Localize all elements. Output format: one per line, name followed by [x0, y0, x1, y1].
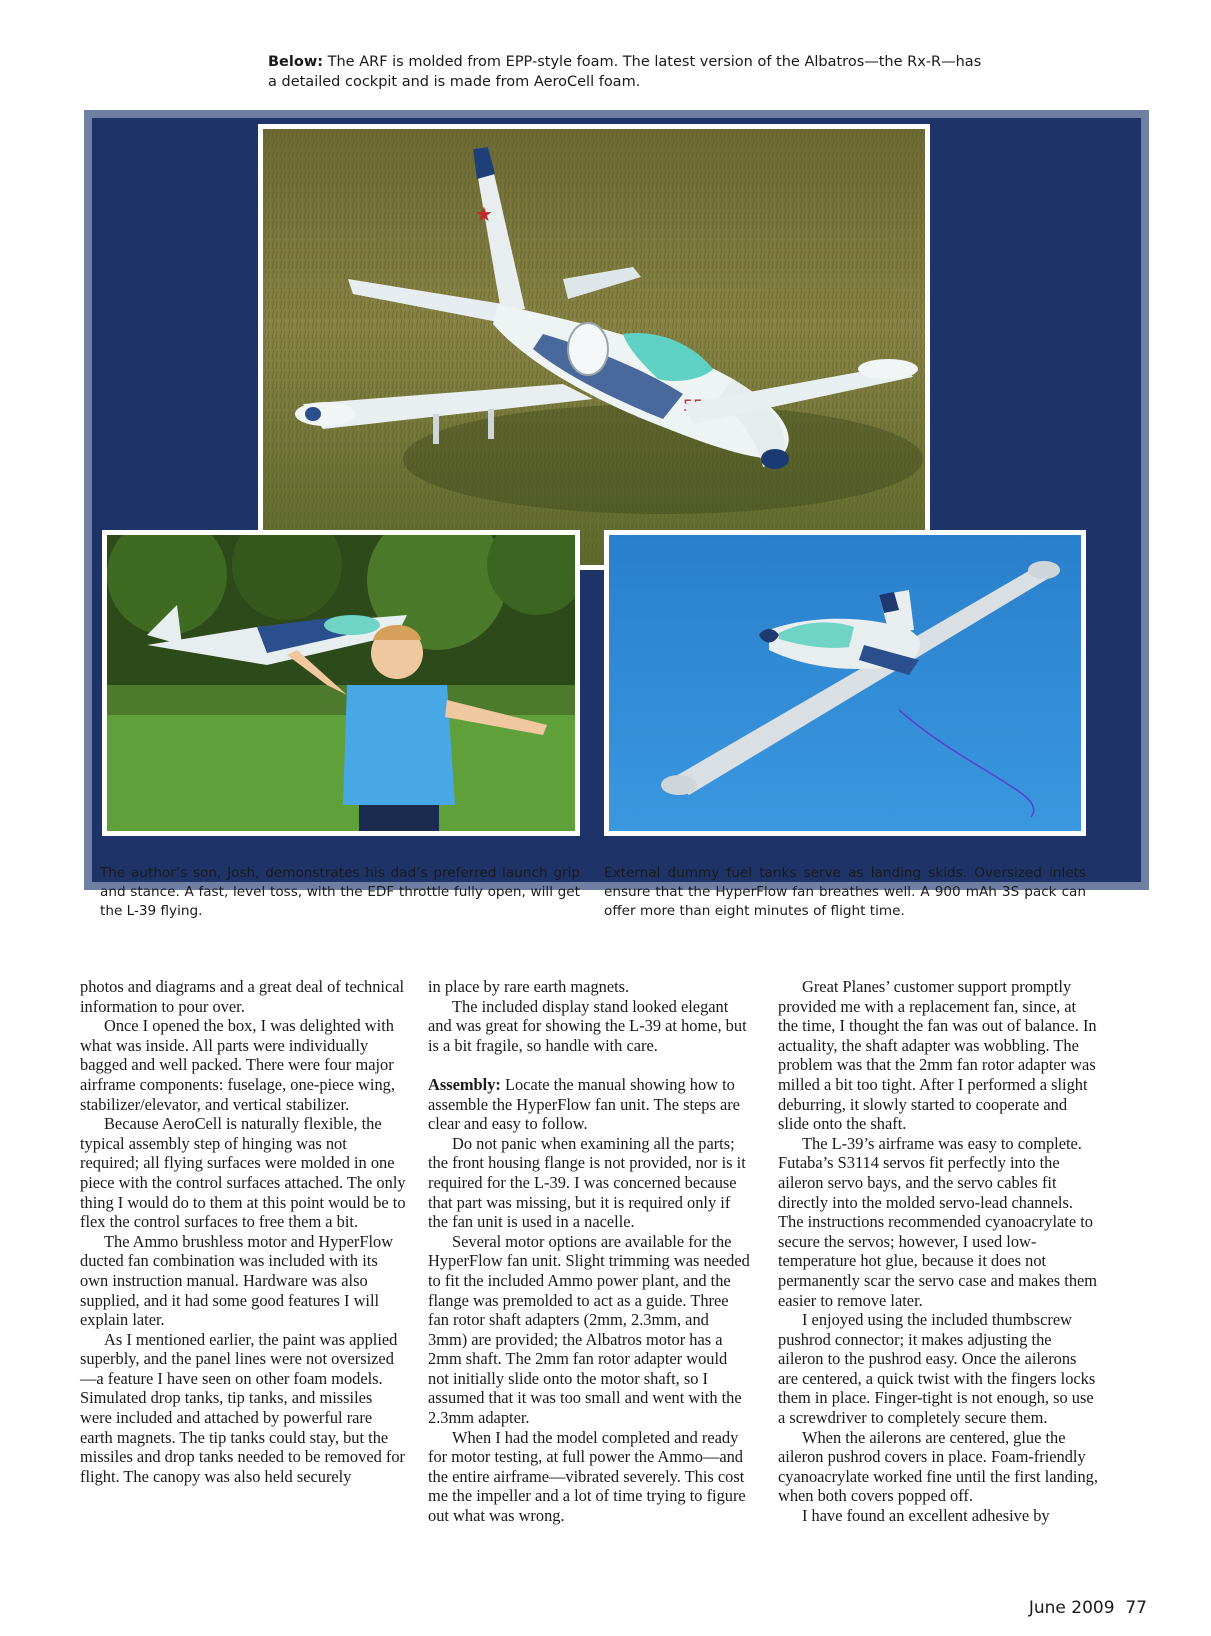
paragraph: Because AeroCell is naturally flexible, the typical assembly step of hinging was not required; all flying surfaces were molded in one piece with the control surfaces attached. The only thing I would do to them at this point would be to flex the control surfaces to free them a bit. [80, 1114, 406, 1232]
article-column-2 [428, 977, 752, 1526]
paragraph: The included display stand looked elegant and was great for showing the L-39 at home, but is a bit fragile, so handle with care. [428, 996, 747, 1055]
assembly-paragraph [428, 1075, 752, 1134]
main-photo-image [263, 129, 925, 565]
paragraph: The L-39’s airframe was easy to complete. Futaba’s S3114 servos fit perfectly into the aileron servo bays, and the servo cables fit directly into the molded servo-lead channels. The instructions recommended cyanoacrylate to secure the servos; however, I used low-temperature hot glue, because it does not permanently scar the servo case and makes them easier to remove later. [778, 1133, 1098, 1310]
paragraph: The Ammo brushless motor and HyperFlow ducted fan combination was included with its own instruction manual. Hardware was also supplied, and it had some good features I will explain later. [80, 1231, 394, 1330]
paragraph: When the ailerons are centered, glue the aileron pushrod covers in place. Foam-friendly cyanoacrylate worked fine until the first landing, when both covers popped off. [778, 1427, 1098, 1506]
tail-star-icon: ★ [475, 202, 493, 226]
flight-photo-image [609, 535, 1081, 831]
launch-photo [102, 530, 580, 836]
flight-photo [604, 530, 1086, 836]
issue-date: June 2009 [1028, 1598, 1115, 1618]
paragraph: photos and diagrams and a great deal of technical information to pour over. [80, 977, 405, 1016]
paragraph: As I mentioned earlier, the paint was applied superbly, and the panel lines were not oversized—a feature I have seen on other foam models. Simulated drop tanks, tip tanks, and missiles were included and attached by powerful rare earth magnets. The tip tanks could stay, but the missiles and drop tanks needed to be removed for flight. The canopy was also held securely [80, 1329, 405, 1486]
page-number: 77 [1125, 1598, 1147, 1618]
paragraph: in place by rare earth magnets. [428, 977, 630, 996]
paragraph: Once I opened the box, I was delighted with what was inside. All parts were individually bagged and well packed. There were four major airframe components: fuselage, one-piece wing, stabilizer/elevator, and vertical stabilizer. [80, 1016, 395, 1114]
article-column-3 [778, 977, 1098, 1526]
paragraph: I enjoyed using the included thumbscrew pushrod connector; it makes adjusting the aileron to the pushrod easy. Once the ailerons are centered, a quick twist with the fingers locks them in place. Finger-tight is not enough, so use a screwdriver to completely secure them. [778, 1310, 1096, 1428]
caption-launch-photo: The author’s son, Josh, demonstrates his dad’s preferred launch grip and stance. A fast, level toss, with the EDF throttle fully open, will get the L-39 flying. [100, 865, 580, 919]
assembly-text: Locate the manual showing how to assemble the HyperFlow fan unit. The steps are clear and easy to follow. [428, 1074, 740, 1134]
paragraph: When I had the model completed and ready for motor testing, at full power the Ammo—and the entire airframe—vibrated severely. This cost me the impeller and a lot of time trying to figure out what was wrong. [428, 1427, 746, 1526]
top-photo-caption [268, 52, 988, 92]
assembly-heading: Assembly: [428, 1074, 501, 1094]
paragraph: Great Planes’ customer support promptly provided me with a replacement fan, since, at the time, I thought the fan was out of balance. In actuality, the shaft adapter was wobbling. The problem was that the 2mm fan rotor adapter was milled a bit too tight. After I performed a slight deburring, it slowly started to cooperate and slide onto the shaft. [778, 977, 1097, 1134]
lawn [107, 715, 575, 831]
page-footer [1029, 1598, 1147, 1618]
paragraph: Do not panic when examining all the parts; the front housing flange is not provided, nor is it required for the L-39. I was concerned because that part was missing, but it is required only if the fan unit is used in a nacelle. [428, 1133, 746, 1232]
article-column-1 [80, 977, 406, 1486]
top-caption-text: The ARF is molded from EPP-style foam. The latest version of the Albatros—the Rx-R—has a detailed cockpit and is made from AeroCell foam. [268, 54, 982, 90]
launch-photo-image [107, 535, 575, 831]
paragraph: I have found an excellent adhesive by [802, 1506, 1050, 1526]
main-photo [258, 124, 930, 570]
top-caption-prefix: Below: [268, 54, 324, 70]
paragraph: Several motor options are available for the HyperFlow fan unit. Slight trimming was needed to fit the included Ammo power plant, and the flange was premolded to act as a guide. Three fan rotor shaft adapters (2mm, 2.3mm, and 3mm) are provided; the Albatros motor has a 2mm shaft. The 2mm fan rotor adapter would not initially slide onto the motor shaft, so I assumed that it was too small and went with the 2.3mm adapter. [428, 1231, 750, 1428]
caption-flight-photo: External dummy fuel tanks serve as landing skids. Oversized inlets ensure that the HyperFlow fan breathes well. A 900 mAh 3S pack can offer more than eight minutes of flight time. [604, 865, 1086, 919]
